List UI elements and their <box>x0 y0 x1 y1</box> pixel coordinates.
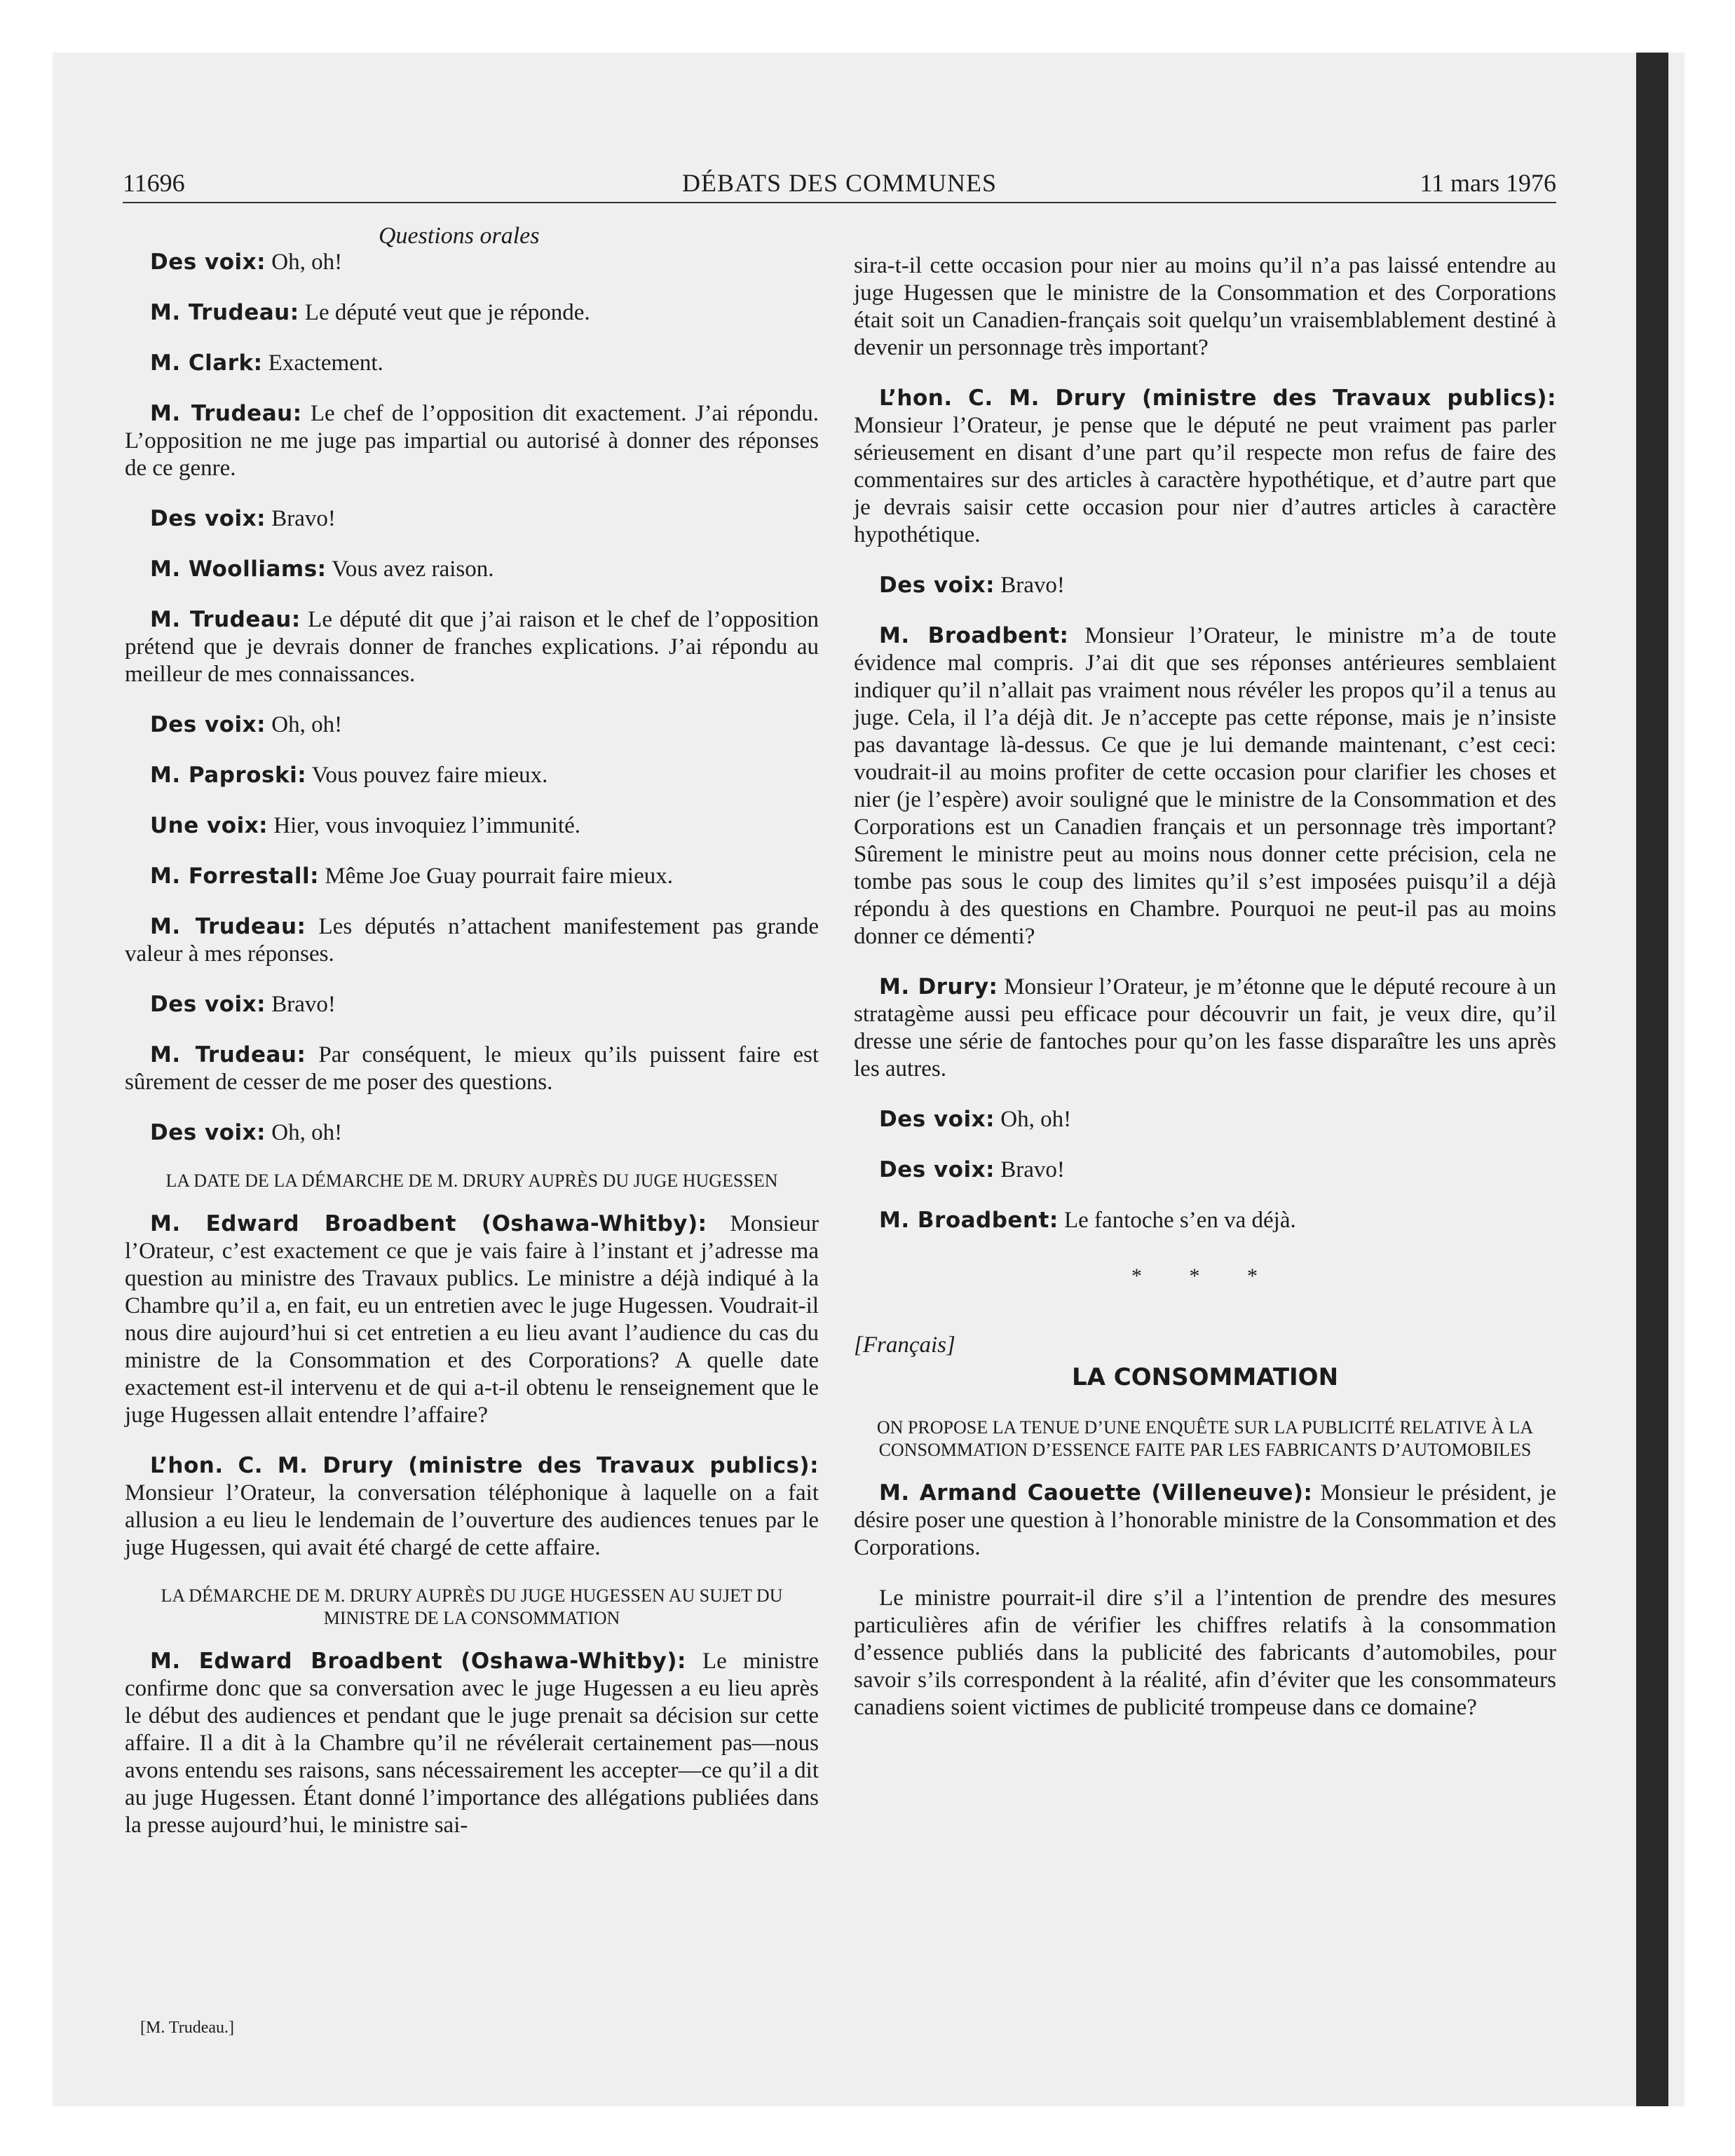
speech-text: Monsieur le président, je désire poser une question à l’honorable ministre de la Consommation et des Corporations. <box>854 1480 1556 1560</box>
speaker-name: Des voix: <box>150 712 266 737</box>
section-heading: ON PROPOSE LA TENUE D’UNE ENQUÊTE SUR LA PUBLICITÉ RELATIVE À LA CONSOMMATION D’ESSENCE FAITE PAR LES FABRICANTS D’AUTOMOBILES <box>876 1417 1534 1460</box>
speaker-name: M. Trudeau: <box>150 607 301 632</box>
speech-paragraph <box>125 1648 819 1839</box>
speaker-name: M. Trudeau: <box>150 1042 306 1067</box>
speaker-name: Des voix: <box>150 506 266 531</box>
page-header <box>123 160 1556 203</box>
speech-paragraph <box>854 1157 1556 1184</box>
speech-text: Bravo! <box>995 573 1065 598</box>
speech-paragraph <box>854 622 1556 950</box>
speaker-name: M. Armand Caouette (Villeneuve): <box>879 1480 1313 1506</box>
speech-paragraph <box>125 1042 819 1096</box>
speech-text: Exactement. <box>262 350 383 376</box>
speech-paragraph <box>125 1119 819 1147</box>
speaker-name: M. Trudeau: <box>150 300 299 325</box>
speech-paragraph <box>854 1585 1556 1721</box>
speech-paragraph <box>125 299 819 327</box>
section-label: Questions orales <box>379 223 540 249</box>
speech-text: Par conséquent, le mieux qu’ils puissent faire est sûrement de cesser de me poser des questions. <box>125 1042 819 1095</box>
speech-paragraph <box>125 556 819 583</box>
speech-paragraph <box>125 913 819 968</box>
speech-text: Oh, oh! <box>266 250 343 275</box>
speaker-name: Des voix: <box>879 1107 995 1132</box>
speaker-name: M. Trudeau: <box>150 914 306 939</box>
speaker-name: Des voix: <box>879 573 995 598</box>
speech-paragraph <box>125 812 819 840</box>
speech-paragraph <box>125 606 819 688</box>
speech-text: Le député dit que j’ai raison et le chef de l’opposition prétend que je devrais donner de franches explications. J’ai répondu au meilleur de mes connaissances. <box>125 607 819 687</box>
speech-paragraph <box>125 249 819 276</box>
speaker-name: Des voix: <box>150 992 266 1017</box>
speech-paragraph <box>125 711 819 739</box>
speech-paragraph <box>125 762 819 789</box>
section-heading: LA DATE DE LA DÉMARCHE DE M. DRURY AUPRÈS DU JUGE HUGESSEN <box>165 1171 778 1191</box>
speech-text: Vous pouvez faire mieux. <box>306 763 548 788</box>
speech-paragraph <box>125 863 819 890</box>
speech-text: Bravo! <box>266 506 336 531</box>
speech-text: Même Joe Guay pourrait faire mieux. <box>319 864 673 889</box>
section-separator: * * * <box>1131 1264 1279 1288</box>
speech-text: Les députés n’attachent manifestement pas grande valeur à mes réponses. <box>125 914 819 967</box>
speaker-name: Des voix: <box>879 1157 995 1182</box>
speech-text: sira-t-il cette occasion pour nier au moins qu’il n’a pas laissé entendre au juge Hugessen que le ministre de la Consommation et des Corporations était soit un Canadien-français soit quelqu’un vraisemblablement destiné à devenir un personnage très important? <box>854 253 1556 360</box>
speech-paragraph <box>125 1210 819 1429</box>
right-column <box>854 252 1556 1745</box>
speaker-name: Des voix: <box>150 250 266 275</box>
speaker-name: M. Broadbent: <box>879 1208 1059 1233</box>
speech-text: Le ministre pourrait-il dire s’il a l’intention de prendre des mesures particulières afin de vérifier les chiffres relatifs à la consommation d’essence publiés dans la publicité des fabricants d’automobiles, pour savoir s’ils correspondent à la réalité, afin d’éviter que les consommateurs canadiens soient victimes de publicité trompeuse dans ce domaine? <box>854 1585 1556 1720</box>
left-column <box>125 249 819 1862</box>
speaker-name: M. Drury: <box>879 974 998 999</box>
speech-text: Le fantoche s’en va déjà. <box>1058 1208 1296 1233</box>
speaker-name: L’hon. C. M. Drury (ministre des Travaux publics): <box>879 386 1556 411</box>
speech-paragraph <box>854 974 1556 1083</box>
speaker-name: M. Edward Broadbent (Oshawa-Whitby): <box>150 1211 707 1236</box>
speech-paragraph <box>854 1106 1556 1133</box>
section-heading: LA DÉMARCHE DE M. DRURY AUPRÈS DU JUGE HUGESSEN AU SUJET DU MINISTRE DE LA CONSOMMATION <box>161 1585 783 1628</box>
page-number: 11696 <box>123 169 185 197</box>
speech-paragraph <box>125 505 819 533</box>
speech-text: Le chef de l’opposition dit exactement. J’ai répondu. L’opposition ne me juge pas impartial ou autorisé à donner des réponses de ce genre. <box>125 401 819 481</box>
speech-paragraph <box>854 572 1556 599</box>
speech-text: Monsieur l’Orateur, le ministre m’a de toute évidence mal compris. J’ai dit que ses réponses antérieures semblaient indiquer qu’il n’allait pas vraiment nous révéler les propos qu’il a tenus au juge. Cela, il l’a déjà dit. Je n’accepte pas cette réponse, mais je n’insiste pas davantage là-dessus. Ce que je lui demande maintenant, c’est ceci: voudrait-il au moins profiter de cette occasion pour clarifier les choses et nier (je l’espère) avoir souligné que le ministre de la Consommation et des Corporations est un Canadien français et un personnage très important? Sûrement le ministre peut au moins nous donner cette précision, cela ne tombe pas sous le coup des limites qu’il s’est imposées puisqu’il a déjà répondu à des questions en Chambre. Pourquoi ne peut-il pas au moins donner ce démenti? <box>854 623 1556 949</box>
speech-text: Monsieur l’Orateur, c’est exactement ce que je vais faire à l’instant et j’adresse ma question au ministre des Travaux publics. Le ministre a déjà indiqué à la Chambre qu’il a, en fait, eu un entretien avec le juge Hugessen. Voudrait-il nous dire aujourd’hui si cet entretien a eu lieu avant l’audience du cas du ministre de la Consommation et des Corporations? A quelle date exactement est-il intervenu et de qui a-t-il obtenu le renseignement que le juge Hugessen allait entendre l’affaire? <box>125 1211 819 1428</box>
speaker-name: M. Broadbent: <box>879 623 1069 648</box>
speech-text: Monsieur l’Orateur, je pense que le député ne peut vraiment pas parler sérieusement en disant d’une part qu’il respecte mon refus de faire des commentaires sur des articles à caractère hypothétique, et d’autre part que je devrais saisir cette occasion pour nier d’autres articles à caractère hypothétique. <box>854 413 1556 547</box>
speech-text: Le député veut que je réponde. <box>299 300 590 325</box>
speech-paragraph <box>854 1207 1556 1234</box>
speech-paragraph <box>125 350 819 377</box>
speech-text: Bravo! <box>995 1157 1065 1182</box>
speaker-name: M. Edward Broadbent (Oshawa-Whitby): <box>150 1649 686 1674</box>
speech-text: Monsieur l’Orateur, je m’étonne que le député recoure à un stratagème aussi peu efficace pour découvrir un fait, je veux dire, qu’il dresse une série de fantoches pour qu’on les fasse disparaître les uns après les autres. <box>854 974 1556 1082</box>
speech-paragraph <box>854 385 1556 549</box>
binding-edge <box>1636 53 1668 2106</box>
speaker-name: M. Trudeau: <box>150 401 302 426</box>
speech-paragraph <box>125 1452 819 1562</box>
speech-text: Oh, oh! <box>266 1120 343 1145</box>
speaker-name: M. Forrestall: <box>150 864 320 889</box>
speech-paragraph <box>125 991 819 1018</box>
topic-heading: LA CONSOMMATION <box>1071 1363 1339 1391</box>
speech-text: Oh, oh! <box>266 712 343 737</box>
speech-text: Vous avez raison. <box>326 557 494 582</box>
footer-note: [M. Trudeau.] <box>140 2019 235 2037</box>
speaker-name: M. Paproski: <box>150 763 307 788</box>
speaker-name: Une voix: <box>150 813 268 838</box>
speech-text: Monsieur l’Orateur, la conversation téléphonique à laquelle on a fait allusion a eu lieu le lendemain de l’ouverture des audiences tenues par le juge Hugessen, qui avait été chargé de cette affaire. <box>125 1480 819 1560</box>
language-marker: [Français] <box>854 1332 955 1358</box>
page-date: 11 mars 1976 <box>1420 169 1556 197</box>
speaker-name: Des voix: <box>150 1120 266 1145</box>
speech-text: Hier, vous invoquiez l’immunité. <box>268 813 581 838</box>
publication-title: DÉBATS DES COMMUNES <box>681 169 998 197</box>
speech-paragraph <box>125 400 819 482</box>
speaker-name: L’hon. C. M. Drury (ministre des Travaux publics): <box>150 1453 819 1478</box>
speaker-name: M. Woolliams: <box>150 557 327 582</box>
speaker-name: M. Clark: <box>150 350 263 376</box>
speech-paragraph <box>854 1480 1556 1562</box>
speech-text: Le ministre confirme donc que sa conversation avec le juge Hugessen a eu lieu après le début des audiences et pendant que le juge prenait sa décision sur cette affaire. Il a dit à la Chambre qu’il ne révélerait certainement pas—nous avons entendu ses raisons, sans nécessairement les accepter—ce qu’il a dit au juge Hugessen. Étant donné l’importance des allégations publiées dans la presse aujourd’hui, le ministre sai- <box>125 1649 819 1838</box>
speech-paragraph <box>854 252 1556 362</box>
speech-text: Bravo! <box>266 992 336 1017</box>
speech-text: Oh, oh! <box>995 1107 1072 1132</box>
